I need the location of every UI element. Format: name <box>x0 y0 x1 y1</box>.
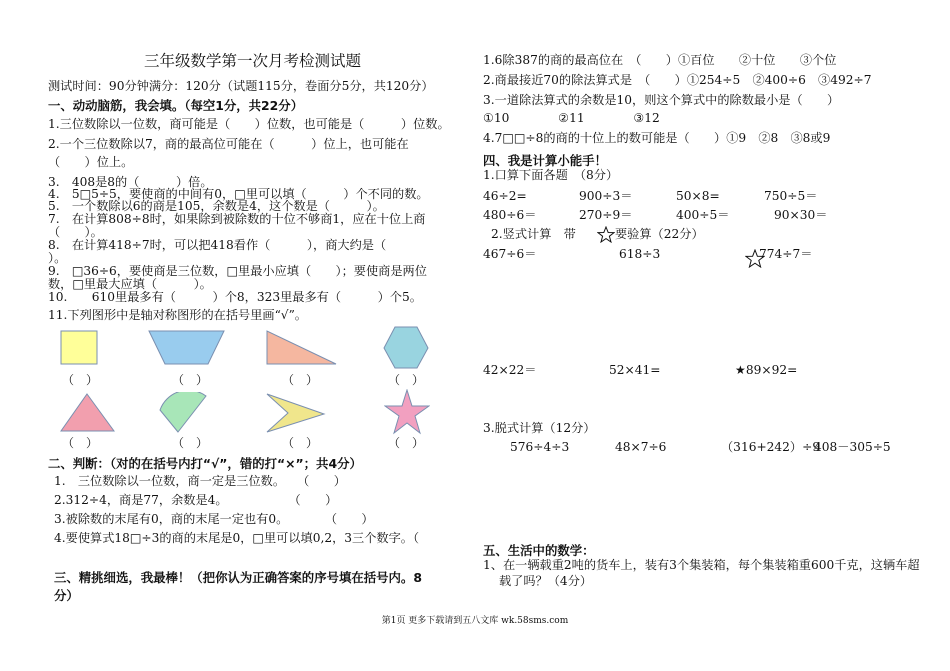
calc-2-4: 90×30＝ <box>774 208 828 222</box>
s1-q9a: 9. □36÷6，要使商是三位数，□里最小应填（ ）；要使商是两位 <box>48 264 427 278</box>
s4-sub2b: 要验算（22分） <box>615 227 704 241</box>
s1-q2a: 2.一个三位数除以7，商的最高位可能在（ ）位上，也可能在 <box>48 137 409 151</box>
s4-sub3: 3.脱式计算（12分） <box>483 421 596 435</box>
paren-trapezoid[interactable]: （ ） <box>172 373 209 387</box>
s5-q1b: 载了吗？（4分） <box>499 574 593 588</box>
triangle-shape <box>60 393 116 433</box>
vertical-calc-2: 618÷3 <box>619 247 661 261</box>
s1-q5: 5. 一个数除以6的商是105，余数是4，这个数是（ ）。 <box>48 199 385 213</box>
s1-q8a: 8. 在计算418÷7时，可以把418看作（ ），商大约是（ <box>48 238 387 252</box>
mixed-calc-4: 408－305÷5 <box>814 440 891 454</box>
s1-q2b: （ ）位上。 <box>48 155 134 169</box>
sector-shape <box>158 392 208 434</box>
s1-q11: 11.下列图形中是轴对称图形的在括号里画“√”。 <box>48 308 307 322</box>
calc-2-1: 480÷6＝ <box>483 208 537 222</box>
arrow-shape <box>266 392 326 434</box>
vertical-calc-3: 774÷7＝ <box>759 247 813 261</box>
paren-sector[interactable]: （ ） <box>172 436 209 450</box>
paren-star[interactable]: （ ） <box>388 436 425 450</box>
paren-square[interactable]: （ ） <box>62 373 99 387</box>
calc-1-1: 46÷2= <box>483 189 527 203</box>
calc-1-3: 50×8= <box>676 189 720 203</box>
calc-1-4: 750÷5＝ <box>764 189 818 203</box>
s1-q1: 1.三位数除以一位数，商可能是（ ）位数，也可能是（ ）位数。 <box>48 117 450 131</box>
mixed-calc-1: 576÷4÷3 <box>510 440 570 454</box>
s4-sub2a: 2.竖式计算 带 <box>491 227 576 241</box>
s1-q7a: 7. 在计算808÷8时，如果除到被除数的十位不够商1，应在十位上商 <box>48 212 426 226</box>
s5-q1a: 1、在一辆载重2吨的货车上，装有3个集装箱，每个集装箱重600千克，这辆车超 <box>483 558 920 572</box>
vertical-calc-1: 467÷6＝ <box>483 247 537 261</box>
vertical-calc-6: ★89×92= <box>735 363 798 377</box>
page-title: 三年级数学第一次月考检测试题 <box>144 52 362 70</box>
s2-item-2: 2.312÷4，商是77，余数是4。 （ ） <box>54 493 338 507</box>
hexagon-shape <box>383 326 429 370</box>
paren-triangle[interactable]: （ ） <box>62 436 99 450</box>
s1-q7b: （ ）。 <box>48 225 103 239</box>
section3-heading-b: 分） <box>54 588 79 603</box>
section5-heading: 五、生活中的数学： <box>483 543 595 558</box>
section2-heading: 二、判断：（对的在括号内打“√”，错的打“×”；共4分） <box>48 456 362 471</box>
s3-q3a: 3.一道除法算式的余数是10，则这个算式中的除数最小是（ ） <box>483 93 840 107</box>
mixed-calc-2: 48×7÷6 <box>615 440 667 454</box>
s3-q1: 1.6除387的商的最高位在 （ ）①百位 ②十位 ③个位 <box>483 53 837 67</box>
s1-q3: 3. 408是8的（ ）倍。 <box>48 175 213 189</box>
calc-2-2: 270÷9＝ <box>579 208 633 222</box>
paren-hexagon[interactable]: （ ） <box>388 373 425 387</box>
star-outline-icon <box>597 226 615 243</box>
s3-q3b: ①10 ②11 ③12 <box>483 111 660 125</box>
page-footer: 第1页 更多下载请到五八文库 wk.58sms.com <box>381 616 569 626</box>
right-triangle-shape <box>266 330 338 366</box>
s3-q2: 2.商最接近70的除法算式是 （ ）①254÷5 ②400÷6 ③492÷7 <box>483 73 872 87</box>
calc-2-3: 400÷5＝ <box>676 208 730 222</box>
s1-q10: 10. 610里最多有（ ）个8，323里最多有（ ）个5。 <box>48 290 422 304</box>
s4-sub1: 1.口算下面各题 （8分） <box>483 168 619 182</box>
s2-item-4: 4.要使算式18□÷3的商的末尾是0，□里可以填0,2，3三个数字。（ <box>54 531 420 545</box>
calc-1-2: 900÷3＝ <box>579 189 633 203</box>
s3-q4: 4.7□□÷8的商的十位上的数可能是（ ）①9 ②8 ③8或9 <box>483 131 831 145</box>
trapezoid-shape <box>148 330 226 366</box>
s1-q4: 4. 5□5÷5，要使商的中间有0，□里可以填（ ）个不同的数。 <box>48 187 429 201</box>
vertical-calc-4: 42×22＝ <box>483 363 537 377</box>
section3-heading-a: 三、精挑细选，我最棒！（把你认为正确答案的序号填在括号内。8 <box>54 570 422 585</box>
square-shape <box>60 330 100 366</box>
section1-heading: 一、动动脑筋，我会填。（每空1分，共22分） <box>48 98 304 113</box>
vertical-calc-5: 52×41= <box>609 363 661 377</box>
mixed-calc-3: （316+242）÷9 <box>721 440 821 454</box>
s1-q9b: 数，□里最大应填（ ）。 <box>48 277 212 291</box>
section4-heading: 四、我是计算小能手！ <box>483 153 607 168</box>
exam-info: 测试时间：90分钟满分：120分（试题115分，卷面分5分，共120分） <box>48 79 434 93</box>
s1-q8b: ）。 <box>48 251 67 265</box>
star-shape <box>384 389 430 435</box>
paren-right-triangle[interactable]: （ ） <box>282 373 319 387</box>
s2-item-3: 3.被除数的末尾有0，商的末尾一定也有0。 （ ） <box>54 512 374 526</box>
s2-item-1: 1. 三位数除以一位数，商一定是三位数。 （ ） <box>54 474 346 488</box>
paren-arrow[interactable]: （ ） <box>282 436 319 450</box>
